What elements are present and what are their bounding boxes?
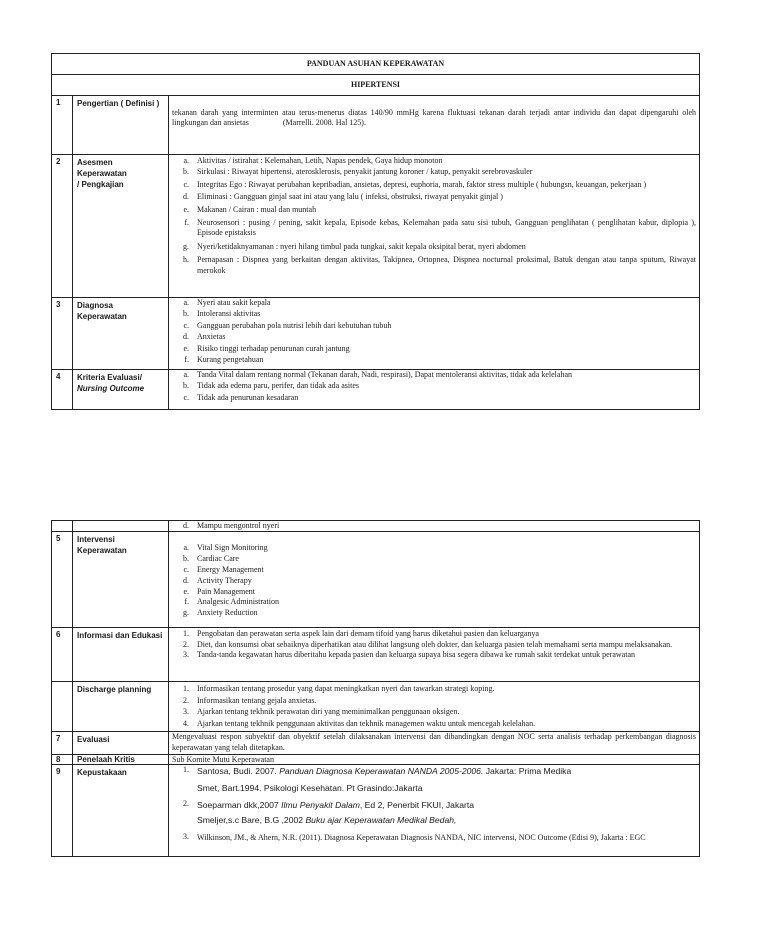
list-item xyxy=(172,640,696,650)
outcome-list-cell xyxy=(169,370,700,410)
list-text: Anxietas xyxy=(197,332,226,342)
reference-item xyxy=(172,799,696,827)
row-number: 6 xyxy=(52,628,73,682)
list-marker: b. xyxy=(183,381,189,391)
list-text: Nyeri/ketidaknyamanan : nyeri hilang timbul pada tungkai, sakit kepala oksipital berat, nyeri abdomen xyxy=(197,241,526,251)
ref-author: Santosa, Budi. 2007. xyxy=(197,766,277,777)
list-item xyxy=(172,587,696,598)
ref-title: Ilmu Penyakit Dalam xyxy=(281,800,360,811)
list-text: Informasikan tentang prosedur yang dapat meningkatkan nyeri dan tawarkan strategi koping. xyxy=(197,684,495,694)
row-label-line: / Pengkajian xyxy=(77,180,124,189)
list-item xyxy=(172,332,696,342)
row-number: 1 xyxy=(52,96,73,155)
list-marker: d. xyxy=(183,521,189,530)
list-item xyxy=(172,597,696,608)
row-label-line: Keperawatan xyxy=(77,546,127,556)
row-label: Informasi dan Edukasi xyxy=(73,628,169,682)
document-title: PANDUAN ASUHAN KEPERAWATAN xyxy=(52,54,700,75)
list-marker: 4. xyxy=(183,718,189,728)
empty-cell xyxy=(73,521,169,532)
definition-body: tekanan darah yang interminten atau terus-menerus diatas 140/90 mmHg karena fluktuasi tekanan darah terjadi antar individu dan dapat dipengaruhi oleh lingkungan dan ansietas xyxy=(172,108,697,128)
list-marker: 1. xyxy=(183,765,189,775)
list-marker: 3. xyxy=(183,707,189,717)
list-item xyxy=(172,167,696,177)
diagnosis-list-cell xyxy=(169,298,700,370)
list-text: Tidak ada penurunan kesadaran xyxy=(197,392,299,402)
list-text: Pernapasan : Dispnea yang berkaitan dengan aktivitas, Takipnea, Ortopnea, Dispnea nocturnal proksimal, Batuk dengan atau tanpa sputum, Riwayat merokok xyxy=(197,255,697,275)
list-marker: 1. xyxy=(183,629,189,639)
list-text: Sirkulasi : Riwayat hipertensi, aterosklerosis, penyakit jantung koroner / katup, penyakit serebrovaskuler xyxy=(197,167,533,177)
list-marker: e. xyxy=(183,204,189,214)
list-text: Tanda-tanda kegawatan harus diberitahu kepada pasien dan keluarga supaya bisa segera dibawa ke rumah sakit terdekat untuk perawatan xyxy=(197,650,635,660)
row-number: 9 xyxy=(52,765,73,857)
list-text: Activity Therapy xyxy=(197,575,252,585)
list-text: Kurang pengetahuan xyxy=(197,355,264,365)
list-item xyxy=(172,565,696,576)
ref-publisher: Jakarta: Prima Medika xyxy=(485,766,572,777)
list-item xyxy=(172,543,696,554)
row-label: Discharge planning xyxy=(73,682,169,732)
list-item xyxy=(172,298,696,308)
list-item xyxy=(172,706,696,718)
list-item xyxy=(172,393,696,403)
row-label: Evaluasi xyxy=(73,732,169,755)
list-item xyxy=(172,255,696,276)
list-text: Makanan / Cairan : mual dan muntah xyxy=(197,204,317,214)
list-marker: d. xyxy=(183,192,189,202)
list-text: Tanda Vital dalam rentang normal (Tekanan darah, Nadi, respirasi), Dapat mentoleransi aktivitas, tidak ada kelelahan xyxy=(197,370,572,379)
list-item xyxy=(172,321,696,331)
intervention-list xyxy=(172,543,696,619)
intervention-list-cell xyxy=(169,532,700,628)
ref-author: Soeparman dkk,2007 xyxy=(197,800,279,811)
list-marker: f. xyxy=(184,218,189,228)
table-row xyxy=(52,732,700,755)
table-row xyxy=(52,682,700,732)
list-marker: h. xyxy=(183,255,189,265)
list-text: Mampu mengontrol nyeri xyxy=(197,521,280,530)
list-marker: a. xyxy=(183,298,189,307)
definition-text xyxy=(169,96,700,155)
reference-item xyxy=(172,765,696,795)
table-row xyxy=(52,370,700,410)
list-item xyxy=(172,521,696,531)
list-marker: b. xyxy=(183,309,189,319)
list-text: Analgesic Administration xyxy=(197,597,279,607)
outcome-list-continued xyxy=(172,521,696,531)
list-marker: c. xyxy=(183,179,189,189)
list-text: Nyeri atau sakit kepala xyxy=(197,298,271,307)
row-label: Diagnosa Keperawatan xyxy=(73,298,169,370)
list-item xyxy=(172,205,696,215)
list-item xyxy=(172,355,696,365)
continuation-cell xyxy=(169,521,700,532)
table-row xyxy=(52,96,700,155)
row-label-line: Kriteria Evaluasi/ xyxy=(77,373,142,382)
list-marker: 1. xyxy=(183,684,189,694)
diagnosis-list xyxy=(172,298,696,365)
row-label xyxy=(73,155,169,298)
list-text: Diet, dan konsumsi obat sebaiknya diperhatikan atau dilihat langsung oleh dokter, dan keluarga pasien telah memahami serta mampu melaksanakan. xyxy=(197,639,673,649)
assessment-list-cell xyxy=(169,155,700,298)
ref-publisher: , Ed 2, Penerbit FKUI, Jakarta xyxy=(359,800,475,811)
list-item xyxy=(172,218,696,239)
references-cell xyxy=(169,765,700,857)
row-number: 8 xyxy=(52,755,73,765)
list-item xyxy=(172,576,696,587)
row-number: 3 xyxy=(52,298,73,370)
list-marker: 2. xyxy=(183,695,189,705)
list-text: Eliminasi : Gangguan ginjal saat ini atau yang lalu ( infeksi, obstruksi, riwayat penyakit ginjal ) xyxy=(197,192,503,202)
table-row xyxy=(52,755,700,765)
reference-text xyxy=(197,799,474,827)
list-marker: f. xyxy=(184,355,189,365)
row-label-line: Nursing Outcome xyxy=(77,384,145,393)
list-marker: 2. xyxy=(183,799,189,809)
list-text: Risiko tinggi terhadap penurunan curah jantung xyxy=(197,343,350,353)
table-row xyxy=(52,155,700,298)
list-item xyxy=(172,554,696,565)
nursing-guide-table-page1 xyxy=(51,53,700,410)
list-marker: c. xyxy=(183,392,189,402)
list-item xyxy=(172,629,696,639)
list-text: Gangguan perubahan pola nutrisi lebih dari kebutuhan tubuh xyxy=(197,320,392,330)
row-label xyxy=(73,370,169,410)
list-marker: d. xyxy=(183,575,189,585)
empty-cell xyxy=(52,521,73,532)
list-item xyxy=(172,156,696,166)
list-text: Informasikan tentang gejala anxietas. xyxy=(197,695,317,705)
row-number: 2 xyxy=(52,155,73,298)
list-text: Ajarkan tentang tekhnik penggunaan aktivitas dan tekhnik managemen waktu untuk mencegah kelelahan. xyxy=(197,718,536,728)
list-item xyxy=(172,242,696,252)
list-marker: a. xyxy=(183,543,189,553)
discharge-list xyxy=(172,683,696,729)
list-marker: b. xyxy=(183,167,189,177)
list-item xyxy=(172,309,696,319)
list-text: Pengobatan dan perawatan serta aspek lain dari demam tifoid yang harus diketahui pasien dan keluarganya xyxy=(197,629,539,639)
empty-cell xyxy=(52,682,73,732)
education-list xyxy=(172,629,696,660)
list-item xyxy=(172,381,696,391)
row-number: 4 xyxy=(52,370,73,410)
list-text: Energy Management xyxy=(197,565,264,574)
list-text: Ajarkan tentang tekhnik perawatan diri yang meminimalkan penggunaan oksigen. xyxy=(197,707,460,717)
row-label-line: Intervensi xyxy=(77,535,115,545)
list-text: Vital Sign Monitoring xyxy=(197,543,268,553)
list-marker: b. xyxy=(183,554,189,564)
list-text: Neurosensori : pusing / pening, sakit kepala, Episode kebas, Kelemahan pada satu sisi tubuh, Gangguan penglihatan ( penglihatan kabur, diplopia ), Episode epistaksis xyxy=(197,218,697,238)
ref-title: Buku ajar Keperawatan Medikal Bedah, xyxy=(305,815,457,826)
list-marker: c. xyxy=(183,320,189,330)
list-marker: e. xyxy=(183,586,189,596)
row-label xyxy=(73,532,169,628)
reference-item xyxy=(172,832,696,843)
list-text: Integritas Ego : Riwayat perubahan kepribadian, ansietas, depresi, euphoria, marah, faktor stress multiple ( hubungsn, keuangan, pekerjaan ) xyxy=(197,179,647,189)
list-item xyxy=(172,344,696,354)
list-marker: g. xyxy=(183,608,189,618)
definition-citation: (Marrelli. 2008. Hal 125). xyxy=(282,118,366,128)
ref-line: Smet, Bart.1994. Psikologi Kesehatan. Pt Grasindo:Jakarta xyxy=(197,783,423,794)
row-number: 7 xyxy=(52,732,73,755)
list-marker: a. xyxy=(183,156,189,165)
list-marker: f. xyxy=(184,597,189,607)
education-list-cell xyxy=(169,628,700,682)
list-item xyxy=(172,180,696,190)
table-row xyxy=(52,532,700,628)
list-item xyxy=(172,370,696,380)
row-label-line: Asesmen Keperawatan xyxy=(77,158,127,178)
list-item xyxy=(172,608,696,619)
ref-title: Panduan Diagnosa Keperawatan NANDA 2005-2006. xyxy=(279,766,484,777)
list-marker: c. xyxy=(183,565,189,574)
row-number: 5 xyxy=(52,532,73,628)
row-label: Pengertian ( Definisi ) xyxy=(73,96,169,155)
row-label: Penelaah Kritis xyxy=(73,755,169,765)
reviewer-text: Sub Komite Mutu Keperawatan xyxy=(169,755,700,765)
ref-line xyxy=(197,814,474,827)
list-text: Intoleransi aktivitas xyxy=(197,309,261,319)
list-text: Aktivitas / istirahat : Kelemahan, Letih, Napas pendek, Gaya hidup monoton xyxy=(197,156,443,165)
assessment-list xyxy=(172,156,696,276)
list-item xyxy=(172,650,696,660)
list-item xyxy=(172,192,696,202)
discharge-list-cell xyxy=(169,682,700,732)
list-item xyxy=(172,695,696,707)
reference-text xyxy=(197,765,571,795)
nursing-guide-table-page2 xyxy=(51,520,700,857)
list-marker: 3. xyxy=(183,650,189,660)
list-marker: d. xyxy=(183,332,189,342)
table-row xyxy=(52,628,700,682)
row-label: Kepustakaan xyxy=(73,765,169,857)
table-row xyxy=(52,298,700,370)
list-marker: g. xyxy=(183,241,189,251)
list-text: Anxiety Reduction xyxy=(197,608,258,618)
list-item xyxy=(172,718,696,730)
list-marker: 3. xyxy=(183,832,189,842)
list-text: Pain Management xyxy=(197,586,255,596)
list-text: Cardiac Care xyxy=(197,554,239,564)
list-marker: 2. xyxy=(183,639,189,649)
document-subtitle: HIPERTENSI xyxy=(52,75,700,96)
evaluation-text: Mengevaluasi respon subyektif dan obyektif setelah dilaksanakan intervensi dan dibandingkan dengan NOC serta analisis terhadap perkembangan diagnosis keperawatan yang telah ditetapkan. xyxy=(169,732,700,755)
table-row xyxy=(52,521,700,532)
list-marker: a. xyxy=(183,370,189,379)
ref-author: Smeljer,s.c Bare, B.G ,2002 xyxy=(197,815,304,826)
outcome-list xyxy=(172,370,696,403)
list-marker: e. xyxy=(183,343,189,353)
reference-text: Wilkinson, JM., & Ahern, N.R. (2011). Diagnosa Keperawatan Diagnosis NANDA, NIC intervensi, NOC Outcome (Edisi 9), Jakarta : EGC xyxy=(197,833,646,843)
list-item xyxy=(172,683,696,695)
list-text: Tidak ada edema paru, perifer, dan tidak ada asites xyxy=(197,381,359,391)
table-row xyxy=(52,765,700,857)
